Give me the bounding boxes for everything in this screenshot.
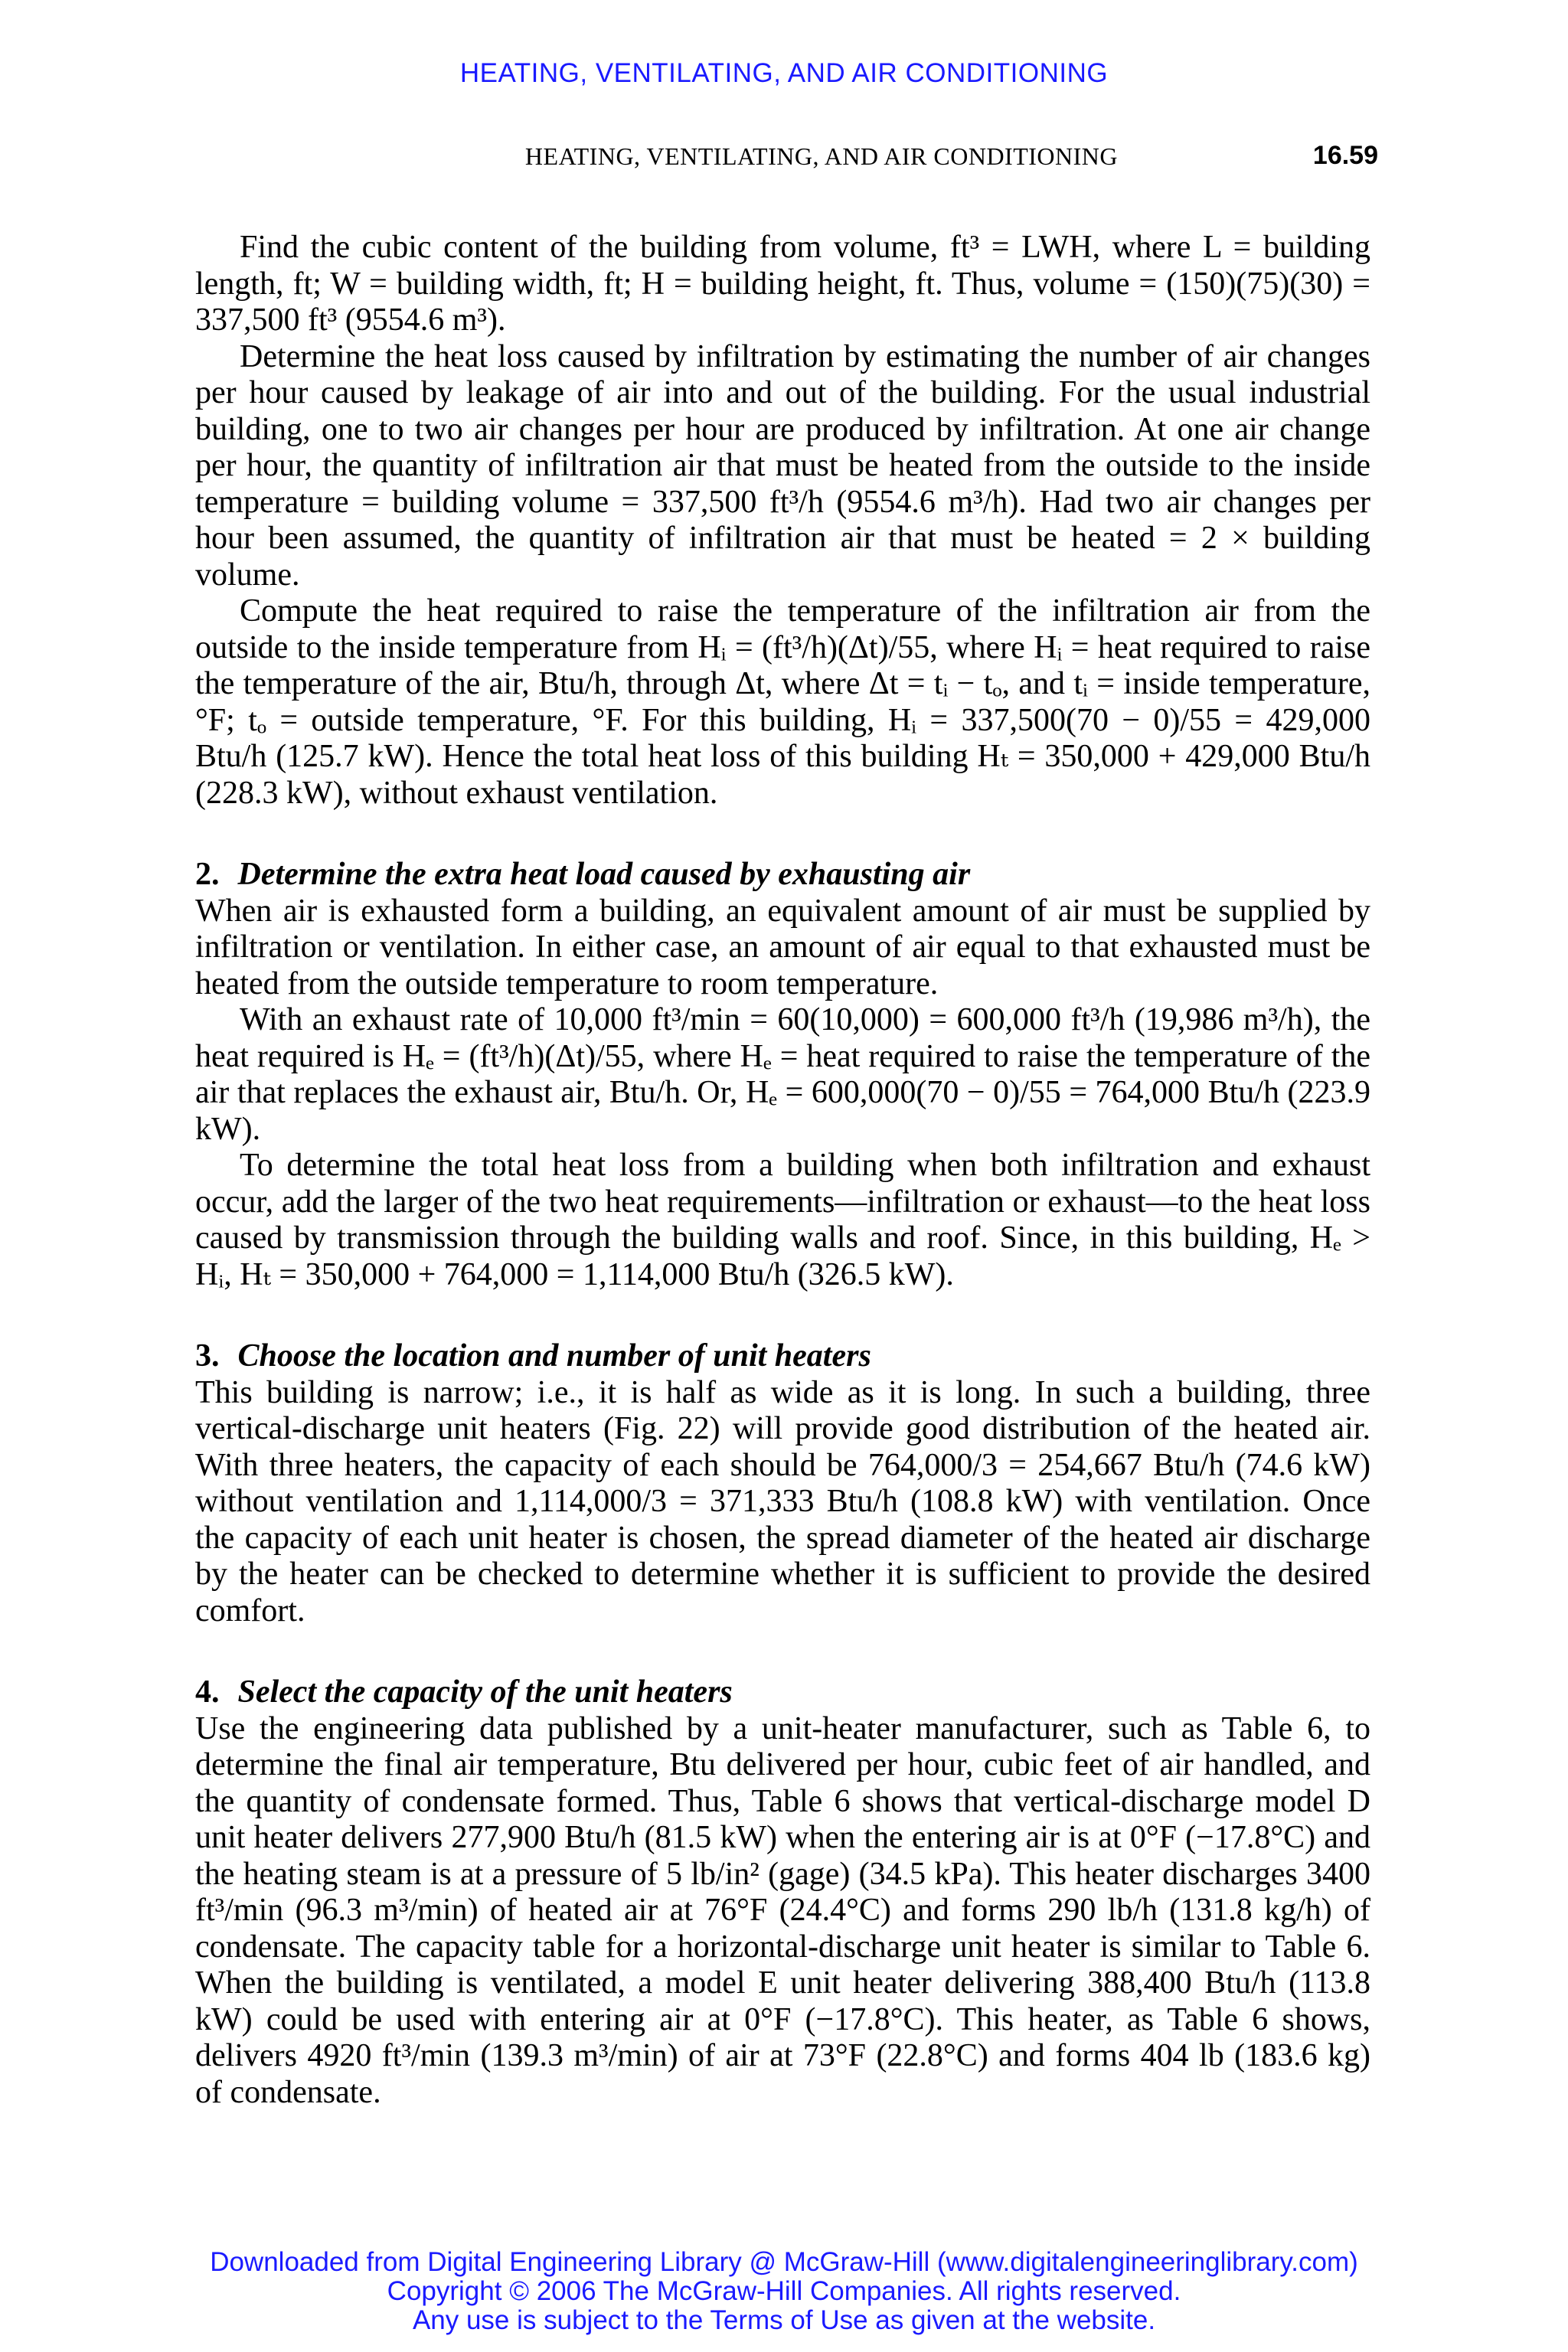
page-number: 16.59	[1312, 141, 1378, 170]
page-body	[195, 230, 1370, 2111]
footer-download-line[interactable]: Downloaded from Digital Engineering Library @ McGraw-Hill (www.digitalengineeringlibrary.com)	[210, 2247, 1358, 2277]
step-2-title: Determine the extra heat load caused by exhausting air	[237, 857, 971, 892]
step-2-number: 2.	[195, 857, 220, 892]
paragraph-exhaust-intro: When air is exhausted form a building, an equivalent amount of air must be supplied by infiltration or ventilation. In either case, an amount of air equal to that exhausted must be heated from the outside temperature to room temperature.	[195, 893, 1370, 1001]
step-4-number: 4.	[195, 1674, 220, 1710]
copyright-footer	[0, 2248, 1568, 2335]
paragraph-exhaust-rate: With an exhaust rate of 10,000 ft³/min = 60(10,000) = 600,000 ft³/h (19,986 m³/h), the heat required is Hₑ = (ft³/h)(Δt)/55, where Hₑ = heat required to raise the temperature of the air that replaces the exhaust air, Btu/h. Or, Hₑ = 600,000(70 − 0)/55 = 764,000 Btu/h (223.9 kW).	[195, 1002, 1370, 1147]
book-title-banner: HEATING, VENTILATING, AND AIR CONDITIONING	[459, 58, 1109, 88]
footer-terms-line[interactable]: Any use is subject to the Terms of Use as given at the website.	[412, 2305, 1156, 2335]
step-3-heading	[195, 1338, 1370, 1375]
step-3-title: Choose the location and number of unit heaters	[237, 1338, 871, 1374]
step-3-number: 3.	[195, 1338, 220, 1374]
footer-copyright-line: Copyright © 2006 The McGraw-Hill Companies. All rights reserved.	[387, 2276, 1181, 2306]
paragraph-total-heat-loss: To determine the total heat loss from a building when both infiltration and exhaust occur, add the larger of the two heat requirements—infiltration or exhaust—to the heat loss caused by transmission through the building walls and roof. Since, in this building, Hₑ > Hᵢ, Hₜ = 350,000 + 764,000 = 1,114,000 Btu/h (326.5 kW).	[195, 1148, 1370, 1292]
step-2-heading	[195, 857, 1370, 893]
paragraph-volume: Find the cubic content of the building from volume, ft³ = LWH, where L = building length, ft; W = building width, ft; H = building height, ft. Thus, volume = (150)(75)(30) = 337,500 ft³ (9554.6 m³).	[195, 230, 1370, 338]
paragraph-heater-capacity: Use the engineering data published by a unit-heater manufacturer, such as Table 6, to determine the final air temperature, Btu delivered per hour, cubic feet of air handled, and the quantity of condensate formed. Thus, Table 6 shows that vertical-discharge model D unit heater delivers 277,900 Btu/h (81.5 kW) when the entering air is at 0°F (−17.8°C) and the heating steam is at a pressure of 5 lb/in² (gage) (34.5 kPa). This heater discharges 3400 ft³/min (96.3 m³/min) of heated air at 76°F (24.4°C) and forms 290 lb/h (131.8 kg/h) of condensate. The capacity table for a horizontal-discharge unit heater is similar to Table 6. When the building is ventilated, a model E unit heater delivering 388,400 Btu/h (113.8 kW) could be used with entering air at 0°F (−17.8°C). This heater, as Table 6 shows, delivers 4920 ft³/min (139.3 m³/min) of air at 73°F (22.8°C) and forms 404 lb (183.6 kg) of condensate.	[195, 1710, 1370, 2110]
running-header: HEATING, VENTILATING, AND AIR CONDITIONING	[524, 142, 1118, 170]
paragraph-infiltration: Determine the heat loss caused by infiltration by estimating the number of air changes per hour caused by leakage of air into and out of the building. For the usual industrial building, one to two air changes per hour are produced by infiltration. At one air change per hour, the quantity of infiltration air that must be heated from the outside to the inside temperature = building volume = 337,500 ft³/h (9554.6 m³/h). Had two air changes per hour been assumed, the quantity of infiltration air that must be heated = 2 × building volume.	[195, 338, 1370, 593]
paragraph-heat-required: Compute the heat required to raise the temperature of the infiltration air from the outside to the inside temperature from Hᵢ = (ft³/h)(Δt)/55, where Hᵢ = heat required to raise the temperature of the air, Btu/h, through Δt, where Δt = tᵢ − tₒ, and tᵢ = inside temperature, °F; tₒ = outside temperature, °F. For this building, Hᵢ = 337,500(70 − 0)/55 = 429,000 Btu/h (125.7 kW). Hence the total heat loss of this building Hₜ = 350,000 + 429,000 Btu/h (228.3 kW), without exhaust ventilation.	[195, 593, 1370, 811]
step-4-title: Select the capacity of the unit heaters	[237, 1674, 733, 1710]
step-4-heading	[195, 1674, 1370, 1711]
paragraph-heater-location: This building is narrow; i.e., it is half as wide as it is long. In such a building, three vertical-discharge unit heaters (Fig. 22) will provide good distribution of the heated air. With three heaters, the capacity of each should be 764,000/3 = 254,667 Btu/h (74.6 kW) without ventilation and 1,114,000/3 = 371,333 Btu/h (108.8 kW) with ventilation. Once the capacity of each unit heater is chosen, the spread diameter of the heated air discharge by the heater can be checked to determine whether it is sufficient to provide the desired comfort.	[195, 1374, 1370, 1628]
